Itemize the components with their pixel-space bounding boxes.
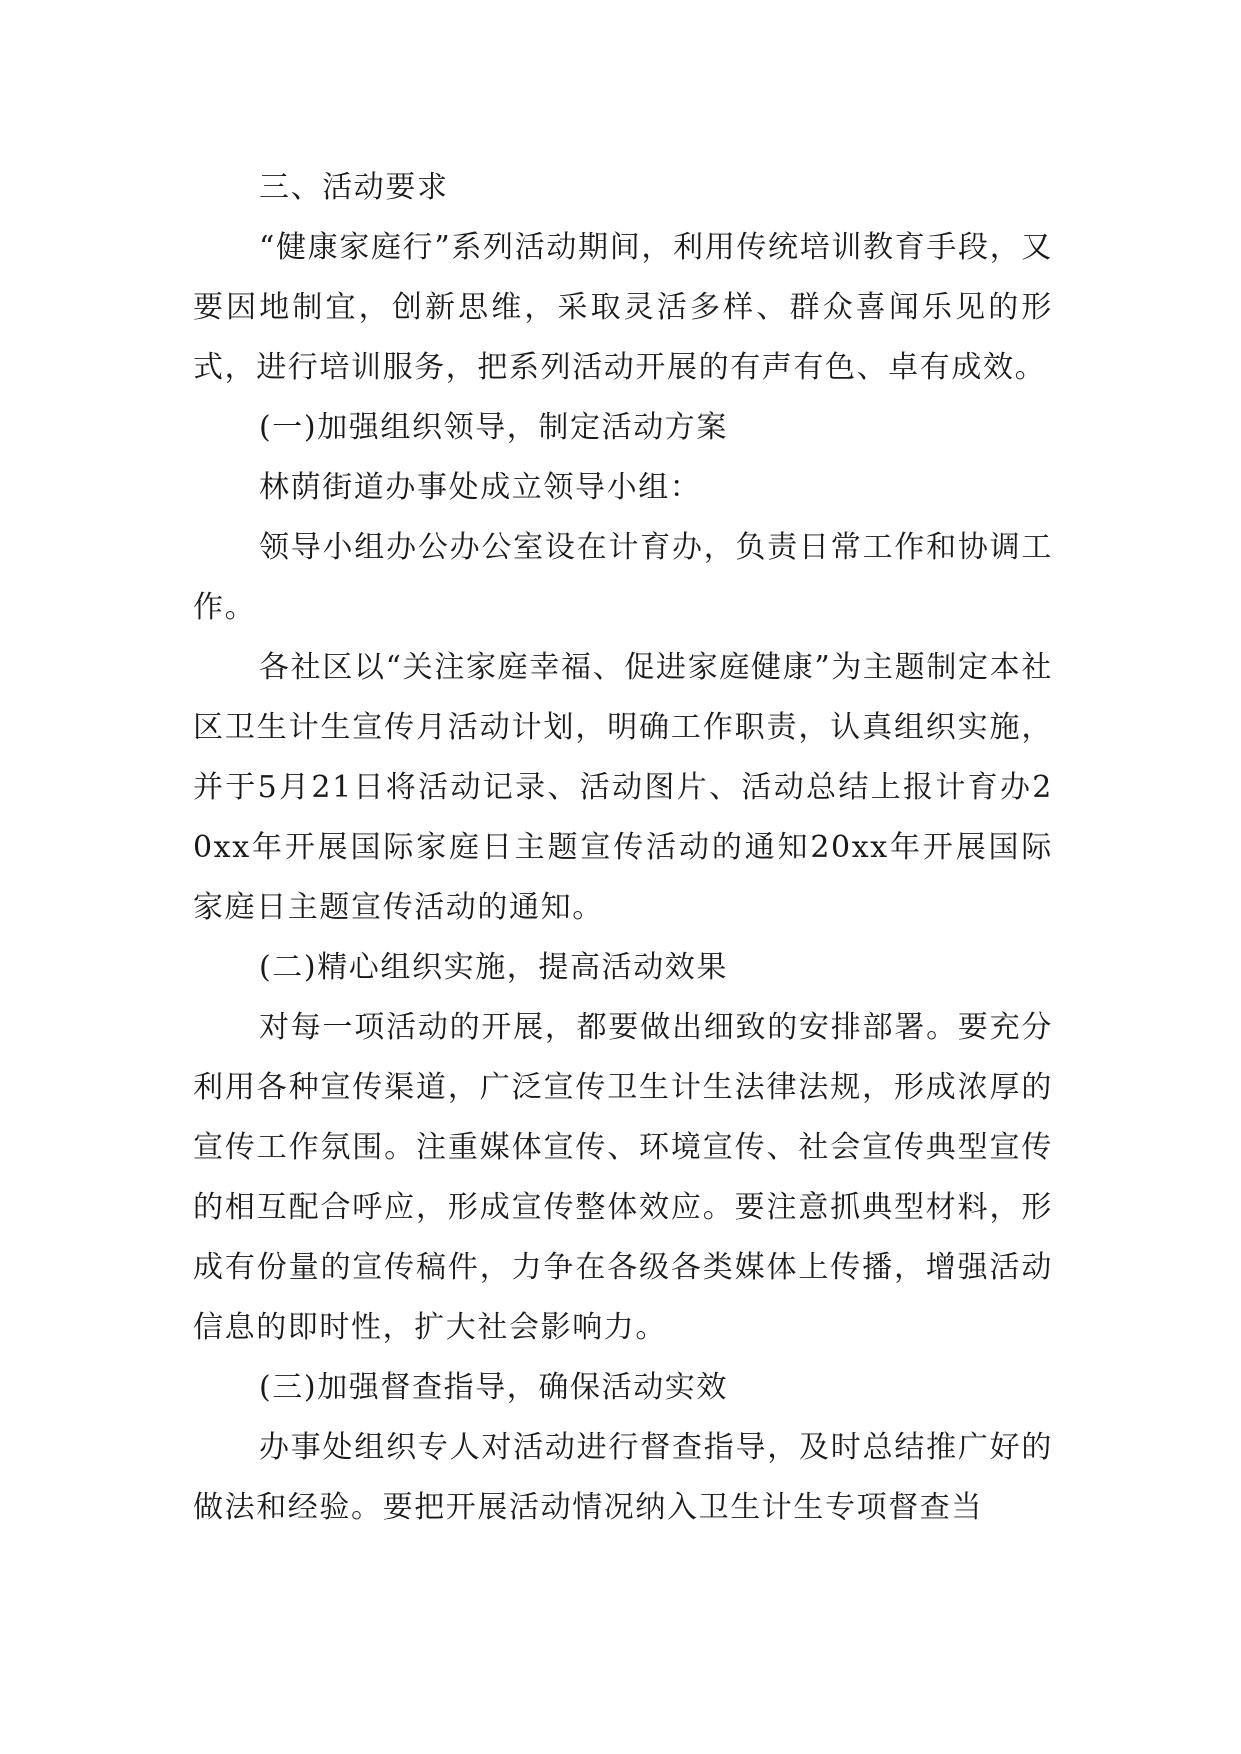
body-paragraph: 办事处组织专人对活动进行督查指导，及时总结推广好的做法和经验。要把开展活动情况纳入卫生计生专项督查当: [193, 1430, 1053, 1525]
subsection-heading: (三)加强督查指导，确保活动实效: [259, 1370, 729, 1405]
document-body: [193, 158, 1053, 1538]
section-heading: 三、活动要求: [259, 170, 449, 205]
body-paragraph: 各社区以“关注家庭幸福、促进家庭健康”为主题制定本社区卫生计生宣传月活动计划，明确工作职责，认真组织实施，并于5月21日将活动记录、活动图片、活动总结上报计育办20xx年开展国际家庭日主题宣传活动的通知20xx年开展国际家庭日主题宣传活动的通知。: [193, 650, 1053, 925]
subsection-heading: (一)加强组织领导，制定活动方案: [259, 410, 729, 445]
body-paragraph: 林荫街道办事处成立领导小组：: [259, 470, 702, 505]
body-paragraph: 领导小组办公办公室设在计育办，负责日常工作和协调工作。: [193, 530, 1053, 625]
body-paragraph: “健康家庭行”系列活动期间，利用传统培训教育手段，又要因地制宜，创新思维，采取灵活多样、群众喜闻乐见的形式，进行培训服务，把系列活动开展的有声有色、卓有成效。: [193, 230, 1053, 385]
body-paragraph: 对每一项活动的开展，都要做出细致的安排部署。要充分利用各种宣传渠道，广泛宣传卫生计生法律法规，形成浓厚的宣传工作氛围。注重媒体宣传、环境宣传、社会宣传典型宣传的相互配合呼应，形成宣传整体效应。要注意抓典型材料，形成有份量的宣传稿件，力争在各级各类媒体上传播，增强活动信息的即时性，扩大社会影响力。: [193, 1010, 1053, 1345]
subsection-heading: (二)精心组织实施，提高活动效果: [259, 950, 729, 985]
